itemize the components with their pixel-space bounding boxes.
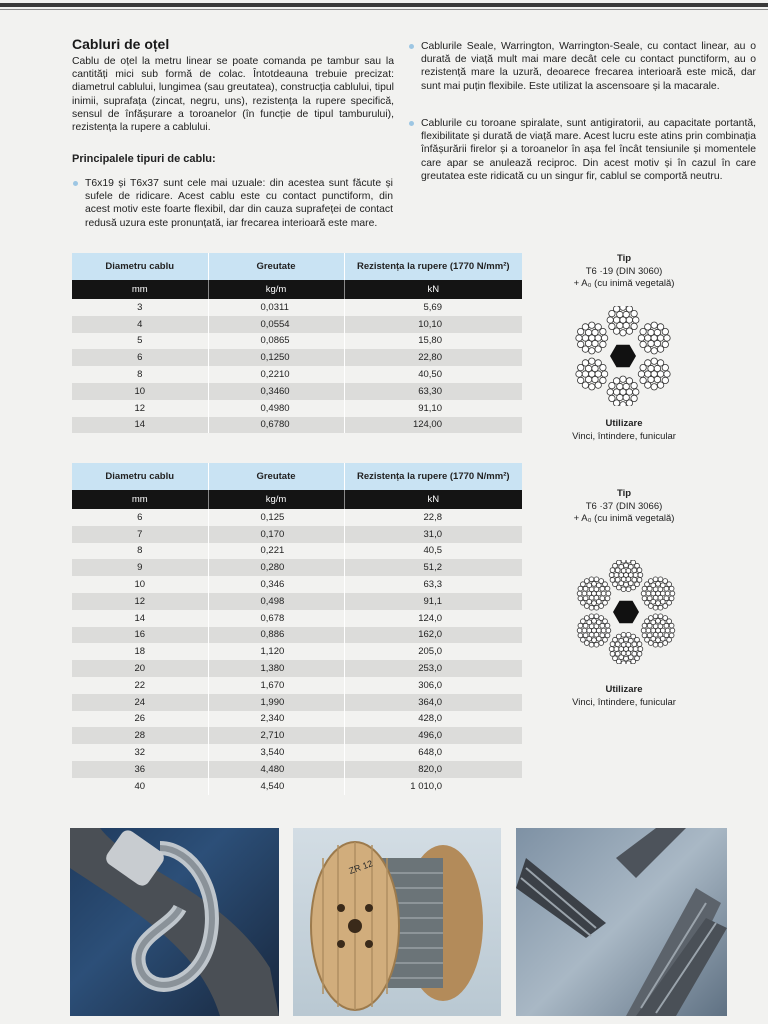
- strength-cell: 22,8: [423, 511, 442, 523]
- diameter-cell: 14: [72, 417, 208, 434]
- unit-diameter: mm: [72, 280, 208, 299]
- weight-cell: 4,540: [208, 778, 344, 795]
- table-row: [72, 509, 522, 526]
- diameter-cell: 12: [72, 400, 208, 417]
- spec-table-t6x37: [72, 463, 522, 795]
- strength-cell: 40,5: [423, 545, 442, 557]
- rope-type-name: T6 ·37 (DIN 3066): [585, 500, 663, 512]
- table-row: [72, 349, 522, 366]
- table-row: [72, 333, 522, 350]
- unit-diameter: mm: [72, 490, 208, 509]
- diameter-cell: 5: [72, 333, 208, 350]
- rope-type-info-2: [524, 488, 724, 526]
- table-row: [72, 299, 522, 316]
- bullet-seale-warrington: Cablurile Seale, Warrington, Warrington-Seale, cu contact linear, au o durată de viață mult mai mare decât cele cu contact punctiform, au o rezistență mare la uzură, deoarece frecarea interioară este mică, dar sunt mai puțin flexibile. Este utilizat la ascensoare și la macarale.: [421, 41, 756, 92]
- unit-strength: kN: [344, 280, 522, 299]
- diameter-cell: 36: [72, 761, 208, 778]
- weight-cell: 3,540: [208, 744, 344, 761]
- diameter-cell: 24: [72, 694, 208, 711]
- diameter-cell: 28: [72, 727, 208, 744]
- diameter-cell: 16: [72, 627, 208, 644]
- table-row: [72, 761, 522, 778]
- diameter-cell: 32: [72, 744, 208, 761]
- strength-cell: 205,0: [418, 646, 442, 658]
- strength-cell: 15,80: [418, 335, 442, 347]
- diameter-cell: 10: [72, 383, 208, 400]
- weight-cell: 0,2210: [208, 366, 344, 383]
- diameter-cell: 4: [72, 316, 208, 333]
- column-header-diameter: Diametru cablu: [72, 463, 208, 490]
- top-rule-thin: [0, 9, 768, 10]
- tip-label: Tip: [616, 488, 632, 499]
- table-row: [72, 627, 522, 644]
- rope-cross-section-icon: [570, 560, 682, 664]
- diameter-cell: 8: [72, 543, 208, 560]
- strength-cell: 124,0: [418, 612, 442, 624]
- rope-cross-section-icon: [568, 306, 678, 406]
- column-header-strength: Rezistența la rupere (1770 N/mm²): [344, 253, 522, 280]
- diameter-cell: 18: [72, 643, 208, 660]
- weight-cell: 0,3460: [208, 383, 344, 400]
- rope-usage-info-1: [524, 418, 724, 443]
- weight-cell: 0,0554: [208, 316, 344, 333]
- table-row: [72, 316, 522, 333]
- weight-cell: 0,0311: [208, 299, 344, 316]
- unit-weight: kg/m: [208, 280, 344, 299]
- weight-cell: 1,380: [208, 660, 344, 677]
- table-row: [72, 744, 522, 761]
- strength-cell: 306,0: [418, 679, 442, 691]
- weight-cell: 0,221: [208, 543, 344, 560]
- rope-type-info-1: [524, 253, 724, 291]
- strength-cell: 253,0: [344, 660, 522, 677]
- page-title: Cabluri de oțel: [72, 36, 170, 52]
- bullet-spiral-strands: Cablurile cu toroane spiralate, sunt antigiratorii, au capacitate portantă, flexibilitate și durată de viață mare. Acest lucru este atins prin combinația înfășurării firelor și a toroanelor în așa fel încât tensiunile și momentele care apar se anulează reciproc. Din acest motiv și în cazul în care greutatea este ridicată cu un singur fir, cablul se comportă neutru.: [421, 118, 756, 182]
- table-row: [72, 677, 522, 694]
- column-header-strength: Rezistența la rupere (1770 N/mm²): [344, 463, 522, 490]
- weight-cell: 0,6780: [208, 417, 344, 434]
- column-header-weight: Greutate: [208, 463, 344, 490]
- weight-cell: 1,120: [208, 643, 344, 660]
- weight-cell: 1,670: [208, 677, 344, 694]
- strength-cell: 1 010,0: [410, 780, 442, 792]
- weight-cell: 0,346: [208, 576, 344, 593]
- unit-strength: kN: [344, 490, 522, 509]
- strength-cell: 40,50: [418, 369, 442, 381]
- strength-cell: 364,0: [344, 694, 522, 711]
- diameter-cell: 20: [72, 660, 208, 677]
- strength-cell: 5,69: [423, 301, 442, 313]
- rope-type-name: T6 ·19 (DIN 3060): [585, 265, 663, 277]
- diameter-cell: 40: [72, 778, 208, 795]
- reel-stencil: ZR 12: [347, 858, 374, 877]
- wire-rope-reel-photo: [293, 828, 501, 1016]
- weight-cell: 0,1250: [208, 349, 344, 366]
- table-row: [72, 417, 522, 434]
- weight-cell: 0,4980: [208, 400, 344, 417]
- diameter-cell: 22: [72, 677, 208, 694]
- weight-cell: 0,0865: [208, 333, 344, 350]
- table-row: [72, 593, 522, 610]
- diameter-cell: 6: [72, 349, 208, 366]
- weight-cell: 4,480: [208, 761, 344, 778]
- rope-usage-info-2: [524, 684, 724, 709]
- table-row: [72, 694, 522, 711]
- spec-table-t6x19: [72, 253, 522, 433]
- diameter-cell: 26: [72, 711, 208, 728]
- table-row: [72, 711, 522, 728]
- usage-text: Vinci, întindere, funicular: [572, 430, 676, 442]
- column-header-diameter: Diametru cablu: [72, 253, 208, 280]
- strength-cell: 91,10: [418, 402, 442, 414]
- usage-label: Utilizare: [605, 418, 643, 429]
- rope-core-type: + A₀ (cu inimă vegetală): [573, 278, 675, 289]
- diameter-cell: 10: [72, 576, 208, 593]
- weight-cell: 0,125: [208, 509, 344, 526]
- weight-cell: 2,340: [208, 711, 344, 728]
- usage-text: Vinci, întindere, funicular: [572, 696, 676, 708]
- strength-cell: 428,0: [418, 713, 442, 725]
- diameter-cell: 7: [72, 526, 208, 543]
- table-row: [72, 610, 522, 627]
- strength-cell: 91,1: [344, 593, 522, 610]
- strength-cell: 63,30: [344, 383, 522, 400]
- weight-cell: 1,990: [208, 694, 344, 711]
- table-row: [72, 559, 522, 576]
- table-row: [72, 383, 522, 400]
- weight-cell: 0,678: [208, 610, 344, 627]
- table-row: [72, 778, 522, 795]
- diameter-cell: 14: [72, 610, 208, 627]
- strength-cell: 124,00: [344, 417, 522, 434]
- diameter-cell: 9: [72, 559, 208, 576]
- table-row: [72, 576, 522, 593]
- wire-rope-thimble-photo: [70, 828, 279, 1016]
- strength-cell: 10,10: [344, 316, 522, 333]
- tip-label: Tip: [616, 253, 632, 264]
- strength-cell: 51,2: [344, 559, 522, 576]
- table-row: [72, 660, 522, 677]
- table-row: [72, 526, 522, 543]
- diameter-cell: 3: [72, 299, 208, 316]
- top-rule: [0, 3, 768, 7]
- weight-cell: 0,170: [208, 526, 344, 543]
- table-row: [72, 400, 522, 417]
- column-header-weight: Greutate: [208, 253, 344, 280]
- rope-core-type: + A₀ (cu inimă vegetală): [573, 513, 675, 524]
- strength-cell: 648,0: [418, 747, 442, 759]
- table-row: [72, 543, 522, 560]
- table-row: [72, 366, 522, 383]
- weight-cell: 2,710: [208, 727, 344, 744]
- strength-cell: 22,80: [344, 349, 522, 366]
- strength-cell: 820,0: [344, 761, 522, 778]
- weight-cell: 0,280: [208, 559, 344, 576]
- diameter-cell: 12: [72, 593, 208, 610]
- weight-cell: 0,498: [208, 593, 344, 610]
- strength-cell: 63,3: [423, 579, 442, 591]
- strength-cell: 162,0: [344, 627, 522, 644]
- diameter-cell: 6: [72, 509, 208, 526]
- section-subtitle: Principalele tipuri de cablu:: [72, 153, 216, 165]
- strength-cell: 31,0: [344, 526, 522, 543]
- bullet-t6x19-t6x37: T6x19 și T6x37 sunt cele mai uzuale: din acestea sunt făcute și sufele de ridicare. Acest cablu este cu contact punctiform, din acest motiv este foarte flexibil, dar din cauza suprafeței de contact redusă uzura este pronunțată, iar frecarea interioară este mare.: [85, 178, 393, 229]
- strength-cell: 496,0: [344, 727, 522, 744]
- weight-cell: 0,886: [208, 627, 344, 644]
- usage-label: Utilizare: [605, 684, 643, 695]
- unit-weight: kg/m: [208, 490, 344, 509]
- table-row: [72, 643, 522, 660]
- intro-paragraph: Cablu de oțel la metru linear se poate comanda pe tambur sau la cantități mici sub formă de colac. Întotdeauna trebuie precizat: diametrul cablului, lungimea (sau greutatea), construcția cablului, tipul inimii, suprafața (zincat, negru, uns), rezistența la rupere specifică, sensul de înfășurare a toroanelor (în funcție de tipul tamburului), rezistența la rupere a cablului.: [72, 56, 394, 134]
- diameter-cell: 8: [72, 366, 208, 383]
- table-row: [72, 727, 522, 744]
- wire-rope-strands-photo: [516, 828, 727, 1016]
